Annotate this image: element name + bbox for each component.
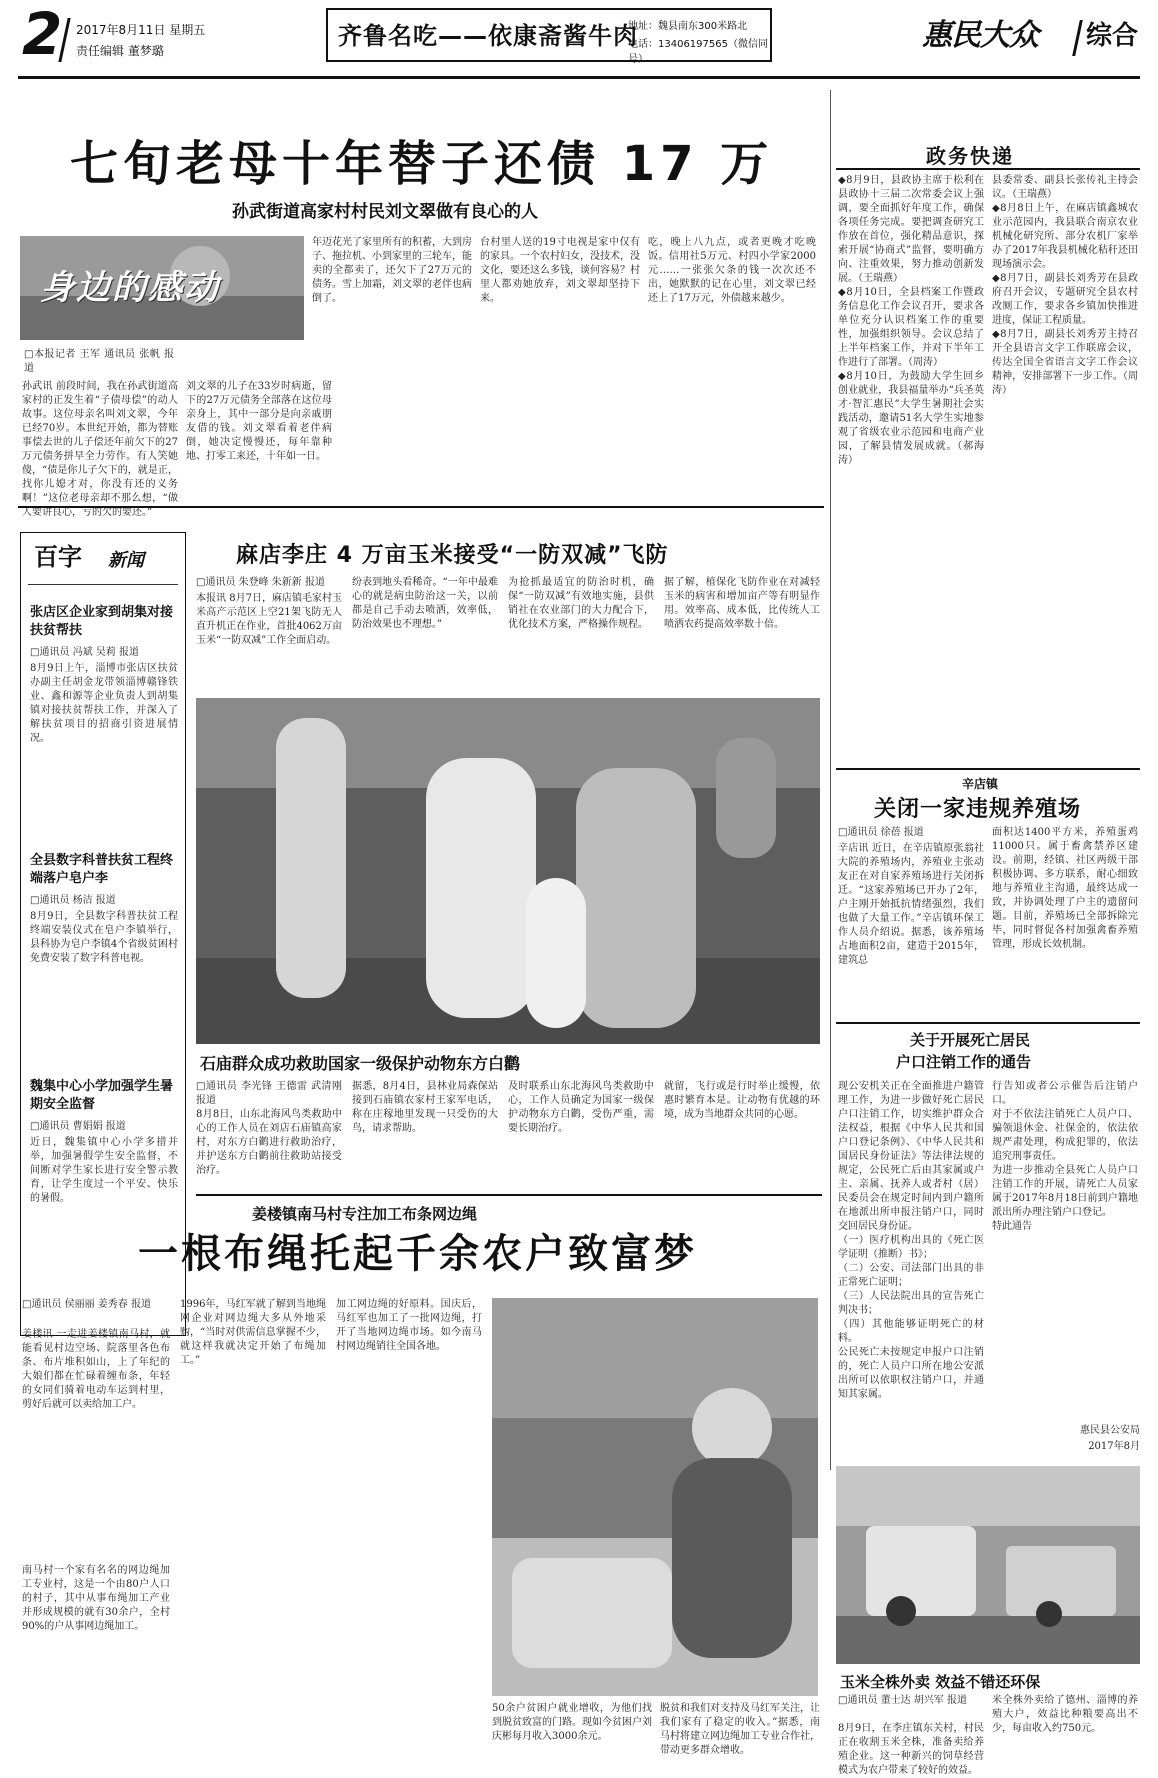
lead-col2: 刘文翠的儿子在33岁时病逝，留下的27万元债务全部落在这位母亲身上，其中一部分是向亲戚朋友借的钱。刘文翠看着老伴病倒，她决定慢慢还，每年靠种地、打零工来还，十年如一日。 [186, 381, 332, 462]
rope-title: 一根布绳托起千余农户致富梦 [138, 1231, 697, 1277]
rope-col1: 姜楼讯 一走进姜楼镇南马村，就能看见村边空场、院落里各色布条、布片堆积如山，上了年纪的大娘们都在忙碌着缠布条，年轻的女同们骑着电动车运到村里，剪好后就可以卖给加工户。 [22, 1329, 170, 1410]
corn-caption: 玉米全株外卖 效益不错还环保 [840, 1673, 1041, 1691]
news100-item3-title: 魏集中心小学加强学生暑期安全监督 [30, 1079, 174, 1112]
news100-item2-title: 全县数字科普扶贫工程终端落户皂户李 [30, 853, 174, 886]
drone-col4: 据了解，植保化飞防作业在对减轻玉米的病害和增加亩产等有明显作用。效率高、成本低，比传统人工喷洒农药提高效率数十倍。 [664, 577, 820, 630]
news100-item1-byline: □通讯员 冯斌 吴莉 报道 [30, 647, 139, 658]
lead-col4: 台村里人送的19寸电视是家中仅有的家具。一个农村妇女，没技术，没文化，要还这么多钱，谈何容易？村里人都劝她放弃，刘文翠却坚持下来。 [480, 237, 640, 304]
header-ad [326, 8, 772, 65]
lead-col3: 年迈花光了家里所有的积蓄，大到房子、拖拉机、小到家里的三轮车，能卖的全都卖了，还欠下了27万元的债务。雪上加霜，刘文翠的老伴也病倒了。 [312, 237, 472, 304]
drone-byline: □通讯员 朱登峰 朱新新 报道 [196, 577, 325, 588]
rope-kicker: 姜楼镇南马村专注加工布条网边绳 [252, 1205, 478, 1223]
lead-subtitle: 孙武街道高家村村民刘文翠做有良心的人 [232, 202, 538, 222]
corn-col2: 米全株外卖给了德州、淄博的养殖大户，效益比种粮要高出不少，每亩收入约750元。 [992, 1695, 1138, 1734]
banner-image [20, 236, 304, 340]
ad-title: 齐鲁名吃——依康斋酱牛肉 [338, 22, 638, 50]
drone-col1: 本报讯 8月7日，麻店镇毛家村玉米高产示范区上空21架飞防无人直升机正在作业，首批4062万亩玉米“一防双减”工作全面启动。 [196, 593, 342, 646]
drone-col2: 纷表到地头看稀奇。“一年中最难心的就是病虫防治这一关，以前都是自己手动去喷洒，效率低，防治效果也不理想。” [352, 577, 498, 630]
page-number: 2 [22, 0, 63, 68]
rope-col3: 1996年，马红军就了解到当地绳网企业对网边绳大多从外地采购，“当时对供需信息掌握不少，就这样我就决定开始了布绳加工。” [180, 1299, 326, 1366]
xindian-col2: 面积达1400平方米，养殖蛋鸡11000只。属于畜禽禁养区建设。前期，经镇、社区两级干部积极协调、多方联系，耐心细致地与养殖业主沟通，最终达成一致，并协调处理了户主的遗留问题。目前，养殖场已全部拆除完毕，同时督促各村加强禽畜养殖管理，形成长效机制。 [992, 827, 1138, 950]
notice-title-1: 关于开展死亡居民 [910, 1031, 1031, 1049]
news100-header-a: 百字 [34, 543, 82, 571]
drone-col3: 为抢抓最适宜的防治时机，确保“一防双减”有效地实施，县供销社在农业部门的大力配合下，优化技术方案，严格操作规程。 [508, 577, 654, 630]
corn-byline: □通讯员 董士达 胡兴军 报道 [838, 1695, 967, 1706]
header-rule [18, 76, 1140, 79]
ad-phone: 电话：13406197565（微信同号） [628, 39, 768, 65]
page-header [0, 0, 1158, 80]
corn-photo [836, 1466, 1140, 1664]
brand-logo: 惠民大众 [922, 18, 1038, 53]
news100-item1-title: 张店区企业家到胡集对接扶贫帮扶 [30, 605, 174, 638]
banner-text: 身边的感动 [40, 268, 220, 308]
xindian-byline: □通讯员 徐蓓 报道 [838, 827, 924, 838]
news100-header-b: 新闻 [108, 550, 144, 571]
news100-item3-byline: □通讯员 曹娟娟 报道 [30, 1121, 126, 1132]
ad-address: 地址：魏县南东300米路北 [628, 21, 748, 32]
rope-photo [492, 1298, 818, 1696]
news100-header [30, 540, 180, 580]
news100-item3-body: 近日，魏集镇中心小学多措并举，加强暑假学生安全监督，不间断对学生家长进行安全警示教育，让学生度过一个平安、快乐的暑假。 [30, 1137, 178, 1204]
lead-byline: □本报记者 王军 通讯员 张帆 报道 [24, 349, 174, 374]
lead-col1: 孙武讯 前段时间，我在孙武街道高家村的正发生着“子债母偿”的动人故事。这位母亲名叫刘文翠，今年已经70岁。本世纪开始，都为替账事偿去世的儿子偿还年前欠下的27万元债务拼早全力劳作。有人笑她傻，“债是你儿子欠下的，就是正，找你儿媳才对，你没有还的义务啊！”这位老母亲却不那么想，“做人要讲良心，亏的欠的要还。” [22, 381, 178, 518]
stork-caption: 石庙群众成功救助国家一级保护动物东方白鹳 [200, 1054, 521, 1073]
stork-col4: 就留，飞行或是行时举止缓慢，依惠时繁育本是。让动物有优越的环境，成为当地群众共同的心愿。 [664, 1081, 820, 1120]
drone-title: 麻店李庄 4 万亩玉米接受“一防双减”飞防 [236, 543, 669, 568]
corn-col1: 8月9日，在李庄镇东关村，村民正在收割玉米全株，准备卖给养殖企业。这一种新兴的饲草经营模式为农户带来了较好的效益。 [838, 1723, 984, 1776]
gov-col2: 县委常委、副县长张传礼主持会议。（王瑞燕） ◆8月8日上午，在麻店镇鑫城农业示范园内，我县联合南京农业机械化研究所、部分农机厂家举办了2017年我县机械化秸秆还田现场演示会。 ◆8月7日，副县长刘秀芳在县政府召开会议，专题研究全县农村改厕工作，要求各乡镇加快推进进度，保证工程质量。 ◆8月7日，副县长刘秀芳主持召开全县语言文字工作联席会议，传达全国全省语言文字工作会议精神，安排部署下一步工作。（周涛） [992, 175, 1138, 396]
gov-title: 政务快递 [926, 144, 1014, 168]
stork-photo [196, 698, 820, 1044]
lead-title: 七旬老母十年替子还债 17 万 [70, 136, 774, 192]
stork-col3: 及时联系山东北海风鸟类救助中心，工作人员确定为国家一级保护动物东方白鹳，受伤严重，需要长期治疗。 [508, 1081, 654, 1134]
stork-byline: □通讯员 李光锋 王德雷 武清刚 报道 [196, 1081, 342, 1106]
stork-col2: 据悉，8月4日，县林业局森保站接到石庙镇农家村王家军电话，称在庄稼地里发现一只受伤的大鸟，请求帮助。 [352, 1081, 498, 1134]
notice-col1: 现公安机关正在全面推进户籍管理工作，为进一步做好死亡居民户口注销工作，切实维护群众合法权益，根据《中华人民共和国户口登记条例》、《中华人民共和国居民身份证法》等法律法规的规定，公民死亡后由其家属或户主、亲属、抚养人或者村（居）民委员会在规定时间内到户籍所在地派出所申报注销户口，同时交回居民身份证。 （一）医疗机构出具的《死亡医学证明（推断）书》； （二）公安、司法部门出具的非正常死亡证明； （三）人民法院出具的宣告死亡判决书； （四）其他能够证明死亡的材料。 公民死亡未按规定申报户口注销的，死亡人员户口所在地公安派出所可以依职权注销户口，并通知其家属。 [838, 1081, 984, 1400]
issue-date: 2017年8月11日 星期五 [76, 23, 206, 37]
notice-title-2: 户口注销工作的通告 [896, 1053, 1032, 1071]
editor-credit: 责任编辑 董梦璐 [76, 44, 164, 58]
notice-sign: 惠民县公安局 [1080, 1425, 1140, 1436]
news100-item2-byline: □通讯员 杨洁 报道 [30, 895, 116, 906]
news100-item2-body: 8月9日，全县数字科普扶贫工程终端安装仪式在皂户李镇举行，县科协为皂户李镇4个省级贫困村免费安装了数字科普电视。 [30, 911, 178, 964]
notice-col2: 行告知或者公示催告后注销户口。 对于不依法注销死亡人员户口、骗领退休金、社保金的，依法依规严肃处理，构成犯罪的，依法追究刑事责任。 为进一步推动全县死亡人员户口注销工作的开展，请死亡人员家属于2017年8月18日前到户籍地派出所办理注销户口登记。 特此通告 [992, 1081, 1138, 1232]
xindian-col1: 辛店讯 近日，在辛店镇原张翁社大院的养殖场内，养殖业主张动友正在对自家养殖场进行关闭拆迁。“这家养殖场已开办了2年，户主刚开始抵抗情绪强烈，我们也做了大量工作。”辛店镇环保工作人员介绍说。据悉，该养殖场占地面积2亩，建造于2015年，建筑总 [838, 843, 984, 966]
lead-col5: 吃，晚上八九点，或者更晚才吃晚饭。信用社5万元、村四小学家2000元……一张张欠条的钱一次次还不出，她默默的记在心里，刘文翠已经还上了17万元，外债越来越少。 [648, 237, 816, 304]
section-name: 综合 [1086, 21, 1139, 51]
news100-item1-body: 8月9日上午，淄博市张店区扶贫办副主任胡金龙带领淄博赣锋铁业、鑫和源等企业负责人到胡集镇对接扶贫帮扶工作，并深入了解扶贫项目的招商引资进展情况。 [30, 663, 178, 744]
xindian-kicker: 辛店镇 [962, 777, 999, 791]
rope-col5: 50余户贫困户就业增收，为他们找到脱贫致富的门路。现如今贫困户刘庆彬每月收入3000余元。 [492, 1703, 652, 1742]
rope-col4: 加工网边绳的好原料。国庆后，马红军也加工了一批网边绳，打开了当地网边绳市场。如今南马村网边绳销往全国各地。 [336, 1299, 482, 1352]
notice-sign-date: 2017年8月 [1088, 1441, 1140, 1452]
gov-col1: ◆8月9日，县政协主席于松利在县政协十三届二次常委会议上强调，要全面抓好年度工作，确保各项任务完成。要把调查研究工作放在首位，强化精品意识，探索开展“协商式”监督，要明确方向、注重效果，努力推动创新发展。（王瑞燕） ◆8月10日，全县档案工作暨政务信息化工作会议召开，要求各单位充分认识档案工作的重要性，加强组织领导。会议总结了上半年档案工作，并对下半年工作进行了部署。（周涛） ◆8月10日，为鼓励大学生回乡创业就业，我县福量举办“兵圣英才·智汇惠民”大学生暑期社会实践活动，邀请51名大学生实地参观了省级农业示范园和电商产业园，了解县情发展成就。（郝海涛） [838, 175, 984, 466]
rope-byline: □通讯员 侯丽丽 姜秀春 报道 [22, 1299, 151, 1310]
xindian-title: 关闭一家违规养殖场 [874, 797, 1082, 822]
rope-col6: 脱贫和我们对支持及马红军关注，让我们家有了稳定的收入。”据悉，南马村将建立网边绳加工专业合作社，带动更多群众增收。 [660, 1703, 820, 1756]
rope-col2: 南马村一个家有名名的网边绳加工专业村，这是一个由80户人口的村子，其中从事布绳加工产业并形成规模的就有30余户，全村90%的户从事网边绳加工。 [22, 1565, 170, 1632]
stork-col1: 8月8日，山东北海风鸟类救助中心的工作人员在刘店石庙镇高家村，对东方白鹳进行救助治疗，并护送东方白鹳前往救助站接受治疗。 [196, 1109, 342, 1176]
